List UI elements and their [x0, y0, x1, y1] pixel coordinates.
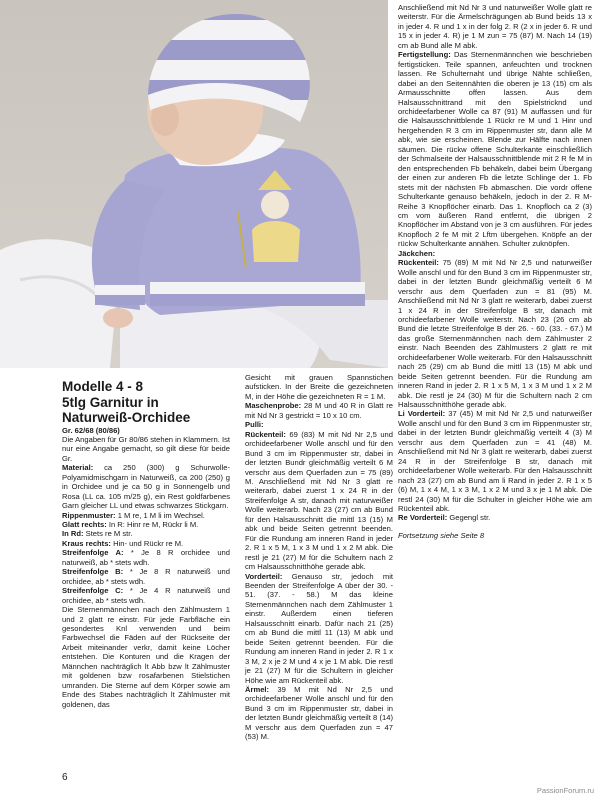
paragraph: Glatt rechts: In R: Hinr re M, Rückr li M. — [62, 520, 199, 530]
paragraph: Fertigstellung: Das Sternenmännchen wie beschrieben fertigsticken. Teile spannen, anfeuchten und trocknen lassen. Re Schulternaht und übrige Nähte schließen, dabei an den Seitennähten die oberen je 13 (15) cm als Armausschnitte offen lassen. Aus dem Halsausschnittrand mit den Spielstricknd und orchideefarbener Wolle ca 87 (91) M auffassen und für die Halsausschnittblende 1 Rückr re M und 1 Hinr und hergehenden R 3 cm im Rippenmuster str, dann alle M abk, wie sie erscheinen. Blende zur Hälfte nach innen säumen. Die rückw offene Schulterkante einschließlich der Schmalseite der Halsausschnittblende mit 2 R fe M in den entsprechenden Fb behäkeln, dabei beim Übergang der einen zur anderen Fb die letzte Schlinge der 1. Fb stets mit der nächsten Fb abmaschen. Die vordr offene Schulterkante genauso behäkeln, jedoch in der 2. R M-Reihe 3 Knopflöcher einarb. Das 1. Knopfloch ca 2 (3) cm vom äußeren Rand entfernt, die übrigen 2 Knopflöcher im Abstand von je 3 cm ausführen. Für jedes Knopfloch 2 fe M mit 2 Lftm übergehen. Knöpfe an der rückw Schulterkante annähen. Schulter zuknöpfen. — [398, 50, 592, 249]
continuation-note: Fortsetzung siehe Seite 8 — [398, 530, 485, 540]
paragraph: Ärmel: 39 M mit Nd Nr 2,5 und orchideefarbener Wolle anschl und für den Bund 3 cm im Rippenmuster str, dabei in der letzten Bundr gleichmäßig verteilt 8 (14) M verschr aus dem Querfaden zun = 47 (53) M. — [245, 684, 393, 742]
baby-photo-illustration — [0, 0, 388, 368]
paragraph: Gr. 62/68 (80/86) — [62, 425, 120, 435]
page-number: 6 — [62, 772, 68, 783]
paragraph: Jäckchen: — [398, 248, 436, 258]
paragraph: Material: ca 250 (300) g Schurwolle-Polyamidmischgarn in Naturweiß, ca 200 (250) g in Orchidee und je ca 50 g in Sonnengelb und Rosa (LL ca. 105 m/25 g), ein Rest goldfarbenes Garn gleicher LL und etwas schwarzes Stickgarn. — [62, 463, 230, 511]
instructions-column-middle — [245, 373, 393, 742]
paragraph: Vorderteil: Genauso str, jedoch mit Beenden der Streifenfolge A über der 30. - 51. (37. - 58.) M das kleine Sternenmännchen nach dem Zählmuster 1 einstr. Außerdem einen tieferen Halsausschnitt einarb. Dafür nach 21 (25) cm ab Bund die mittl 11 (13) M abk und beide Seiten getrennt beenden. Für die Rundung am inneren Rand in jeder 2. R 1 x 3 M, 2 x je 2 M und 4 x je 1 M abk. Die restl je 21 (27) M für die Schultern in gleicher Höhe wie am Rückenteil abk. — [245, 571, 393, 685]
paragraph: Rückenteil: 75 (89) M mit Nd Nr 2,5 und naturweißer Wolle anschl und für den Bund 3 cm im Rippenmuster str, dabei in der letzten Bundr gleichmäßig verteilt 6 M verschr aus dem Querfaden zun = 81 (95) M. Anschließend mit Nd Nr 3 glatt re weiterarb, dabei zuerst 1 x 24 R in der Streifenfolge B str, danach mit orchideefarbener Wolle weiterstr. Nach 23 (26 cm ab Bund die letzte Streifenfolge B der 26. - 60. (33. - 67.) M das große Sternenmännchen nach dem Zählmuster 2 einstr. Nach Beenden des Zählmusters 2 glatt re mit orchideefarbener Wolle weiterarb. Für den Halsausschnitt nach 25 (29) cm ab Bund die mittl 13 (15) M abk und beide Seiten getrennt beenden. Für die Rundung am inneren Rand in jeder 2. R 1 x 5 M, 1 x 3 M und 1 x 2 M abk. Die restl je 24 (30) M für die Schultern nach 2 cm Halsausschnitthöhe gerade abk. — [398, 258, 592, 410]
paragraph: Streifenfolge A: * Je 8 R orchidee und naturweiß, ab * stets wdh. — [62, 548, 230, 567]
paragraph: Rückenteil: 69 (83) M mit Nd Nr 2,5 und orchideefarbener Wolle anschl und für den Bund 3 cm im Rippenmuster str, dabei in der letzten Bundr gleichmäßig verteilt 6 M verschr aus dem Querfaden zun = 75 (89) M. Anschließend mit Nd Nr 3 glatt re weiterarb, dabei zuerst 1 x 24 R in der Streifenfolge A str, danach mit naturweißer Wolle weiterarb. Nach 23 (27) cm ab Bund für den Halsausschnitt die mittl 13 (15) M abk und beide Seiten getrennt beenden. Für die Rundung am inneren Rand in jeder 2. R 1 x 5 M, 1 x 3 M und 1 x 2 M abk. Die restl je 21 (27) M für die Schultern nach 2 cm Halsausschnitthöhe gerade abk. — [245, 429, 393, 572]
paragraph: Re Vorderteil: Gegengl str. — [398, 513, 491, 523]
paragraph: Rippenmuster: 1 M re, 1 M li im Wechsel. — [62, 510, 205, 520]
paragraph: Die Angaben für Gr 80/86 stehen in Klammern. Ist nur eine Angabe gemacht, so gilt diese für beide Gr. — [62, 434, 230, 463]
watermark: PassionForum.ru — [536, 786, 594, 795]
paragraph: Streifenfolge C: * Je 4 R naturweiß und orchidee, ab * stets wdh. — [62, 586, 230, 605]
instructions-column-left — [62, 379, 230, 709]
article-title: Modelle 4 - 8 5tlg Garnitur in Naturweiß-Orchidee — [62, 379, 191, 425]
paragraph: Gesicht mit grauen Spannstichen aufsticken. In der Breite die gezeichneten M, in der Höhe die gezeichneten R = 1 M. — [245, 373, 393, 401]
paragraph: Li Vorderteil: 37 (45) M mit Nd Nr 2,5 und naturweißer Wolle anschl und für den Bund 3 cm im Rippenmuster str, dabei in der letzten Bundr gleichmäßig verteilt 4 (3) M verschr aus dem Querfaden zun = 41 (48) M. Anschließend mit Nd Nr 3 glatt re weiterarb, dabei zuerst 24 R in der Streifenfolge B str, danach mit orchideefarbener Wolle weiterarb. Für den Halsausschnitt nach 23 (27) cm ab Bund am li Rand in jeder 2. R 1 x 5 (6) M, 1 x 4 M, 1 x 3 M, 1 x 2 M und 3 x je 1 M abk. Die restl 24 (30) M für die Schulter in gleicher Höhe wie am Rückenteil abk. — [398, 409, 592, 514]
paragraph: In Rd: Stets re M str. — [62, 529, 133, 539]
hero-photo — [0, 0, 388, 368]
paragraph: Streifenfolge B: * Je 8 R naturweiß und orchidee, ab * stets wdh. — [62, 567, 230, 586]
paragraph: Pulli: — [245, 420, 264, 430]
instructions-column-right — [398, 3, 592, 540]
paragraph: Anschließend mit Nd Nr 3 und naturweißer Wolle glatt re weiterstr. Für die Ärmelschrägungen ab Bund beids 13 x in jeder 4. R und 1 x in der folg 2. R (2 x in jeder 6. R und 15 x in jeder 4. R) je 1 M zun = 75 (87) M. Nach 14 (19) cm ab Bund alle M abk. — [398, 3, 592, 50]
paragraph: Die Sternenmännchen nach den Zählmustern 1 und 2 glatt re einstr. Für jede Farbfläche ein gesondertes Knl verwenden und beim Farbwechsel die Fäden auf der Rückseite der Arbeit miteinander verkr, damit keine Löcher entstehen. Die Konturen und die Kragen der Männchen nachträglich lt Abb bzw lt Zählmuster mit goldenen bzw rosafarbenen Stielstichen umranden. Die Sterne auf dem Körper sowie am Ende des Stabes nachträglich lt Zählmuster mit goldenen, das — [62, 605, 230, 709]
paragraph: Maschenprobe: 28 M und 40 R in Glatt re mit Nd Nr 3 gestrickt = 10 x 10 cm. — [245, 401, 393, 420]
paragraph: Kraus rechts: Hin- und Rückr re M. — [62, 538, 184, 548]
